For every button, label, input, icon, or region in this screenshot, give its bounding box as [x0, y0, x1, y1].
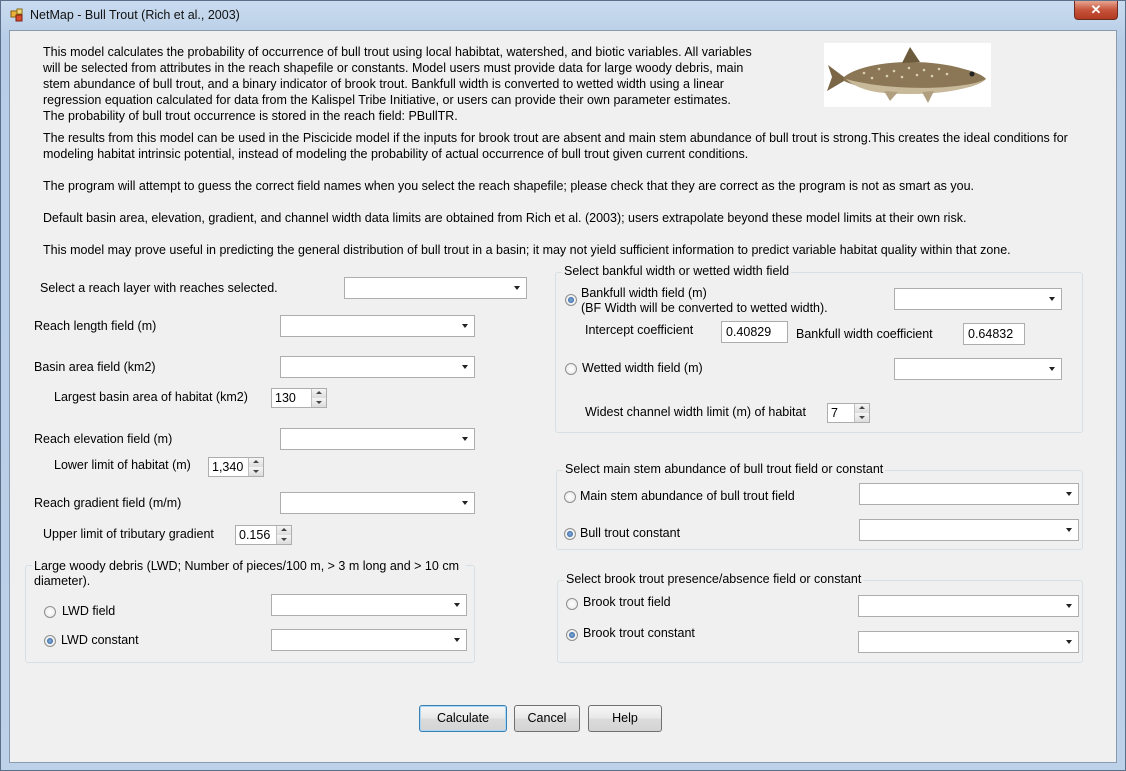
close-button[interactable]: ✕	[1074, 1, 1118, 20]
description-paragraph-1: This model calculates the probability of occurrence of bull trout using local habibtat, watershed, and biotic variables. All variables will be selected from attributes in the reach shapefile or constants. Model users must provide data for large woody debris, main stem abundance of bull trout, and a binary indicator of brook trout. Bankfull width is converted to wetted width using a linear regression equation calculated for data from the Kalispel Tribe Initiative, or users can provide their own parameter estimates. The probability of bull trout occurrence is stored in the reach field: PBullTR.	[43, 45, 752, 123]
brook-trout-field-combo[interactable]	[858, 595, 1079, 617]
chevron-down-icon	[1066, 492, 1072, 496]
lower-limit-value: 1,340	[212, 460, 244, 474]
brook-trout-group-title: Select brook trout presence/absence field or constant	[566, 572, 862, 586]
brook-trout-constant-label: Brook trout constant	[583, 626, 695, 640]
width-group	[555, 264, 1083, 433]
intercept-label: Intercept coefficient	[585, 323, 694, 337]
mainstem-field-radio[interactable]	[564, 491, 576, 503]
elevation-label: Reach elevation field (m)	[34, 432, 173, 446]
bankfull-coefficient-input[interactable]: 0.64832	[963, 323, 1025, 345]
upper-limit-stepper[interactable]	[235, 525, 292, 545]
mainstem-field-label: Main stem abundance of bull trout field	[580, 489, 795, 503]
lower-limit-label: Lower limit of habitat (m)	[54, 458, 191, 472]
window-title: NetMap - Bull Trout (Rich et al., 2003)	[30, 8, 240, 22]
mainstem-group	[556, 462, 1083, 550]
description-paragraph-5: This model may prove useful in predicting the general distribution of bull trout in a basin; it may not yield sufficient information to predict variable habitat quality within that zone.	[43, 243, 1011, 257]
cancel-button[interactable]: Cancel	[514, 705, 580, 732]
bull-trout-constant-label: Bull trout constant	[580, 526, 681, 540]
bankfull-coefficient-label: Bankfull width coefficient	[796, 327, 933, 341]
reach-layer-combo[interactable]	[344, 277, 527, 299]
width-group-title: Select bankful width or wetted width field	[564, 264, 790, 278]
basin-area-combo[interactable]	[280, 356, 475, 378]
chevron-down-icon	[1049, 367, 1055, 371]
brook-trout-group	[557, 572, 1083, 663]
brook-trout-field-label: Brook trout field	[583, 595, 671, 609]
chevron-down-icon	[454, 603, 460, 607]
widest-channel-stepper[interactable]	[827, 403, 870, 423]
calculate-button[interactable]: Calculate	[419, 705, 507, 732]
lwd-field-label: LWD field	[62, 604, 116, 618]
title-bar[interactable]	[1, 1, 1125, 29]
largest-basin-label: Largest basin area of habitat (km2)	[54, 390, 248, 404]
chevron-down-icon	[1066, 528, 1072, 532]
reach-layer-label: Select a reach layer with reaches selected.	[40, 281, 278, 295]
bull-trout-constant-combo[interactable]	[859, 519, 1079, 541]
brook-trout-constant-combo[interactable]	[858, 631, 1079, 653]
intercept-input[interactable]: 0.40829	[721, 321, 788, 343]
chevron-down-icon	[462, 365, 468, 369]
dialog-client-area	[9, 30, 1117, 763]
wetted-width-radio[interactable]	[565, 363, 577, 375]
brook-trout-constant-radio[interactable]	[566, 629, 578, 641]
spin-down-icon[interactable]	[276, 535, 291, 544]
bankfull-note: (BF Width will be converted to wetted width).	[581, 301, 828, 315]
bankfull-width-label: Bankfull width field (m)	[581, 286, 707, 300]
lwd-constant-label: LWD constant	[61, 633, 139, 647]
bull-trout-image	[824, 43, 991, 107]
chevron-down-icon	[1049, 297, 1055, 301]
description-paragraph-4: Default basin area, elevation, gradient, and channel width data limits are obtained from Rich et al. (2003); users extrapolate beyond these model limits at their own risk.	[43, 211, 967, 225]
help-button[interactable]: Help	[588, 705, 662, 732]
chevron-down-icon	[1066, 604, 1072, 608]
basin-area-label: Basin area field (km2)	[34, 360, 156, 374]
gradient-combo[interactable]	[280, 492, 475, 514]
bankfull-width-radio[interactable]	[565, 294, 577, 306]
reach-length-label: Reach length field (m)	[34, 319, 157, 333]
lower-limit-stepper[interactable]	[208, 457, 264, 477]
spin-down-icon[interactable]	[311, 398, 326, 407]
upper-limit-value: 0.156	[239, 528, 271, 542]
chevron-down-icon	[462, 437, 468, 441]
lwd-field-combo[interactable]	[271, 594, 467, 616]
lwd-constant-radio[interactable]	[44, 635, 56, 647]
upper-limit-label: Upper limit of tributary gradient	[43, 527, 214, 541]
bull-trout-constant-radio[interactable]	[564, 528, 576, 540]
wetted-width-combo[interactable]	[894, 358, 1062, 380]
bankfull-width-combo[interactable]	[894, 288, 1062, 310]
lwd-field-radio[interactable]	[44, 606, 56, 618]
spin-down-icon[interactable]	[248, 467, 263, 476]
app-icon	[10, 8, 24, 22]
mainstem-field-combo[interactable]	[859, 483, 1079, 505]
chevron-down-icon	[454, 638, 460, 642]
reach-length-combo[interactable]	[280, 315, 475, 337]
description-paragraph-3: The program will attempt to guess the correct field names when you select the reach shapefile; please check that they are correct as the program is not as smart as you.	[43, 179, 975, 193]
wetted-width-label: Wetted width field (m)	[582, 361, 703, 375]
chevron-down-icon	[462, 501, 468, 505]
lwd-group-title: Large woody debris (LWD; Number of pieces/100 m, > 3 m long and > 10 cm diameter).	[32, 559, 466, 589]
chevron-down-icon	[1066, 640, 1072, 644]
largest-basin-value: 130	[275, 391, 296, 405]
widest-channel-value: 7	[831, 406, 838, 420]
chevron-down-icon	[514, 286, 520, 290]
largest-basin-stepper[interactable]	[271, 388, 327, 408]
mainstem-group-title: Select main stem abundance of bull trout field or constant	[565, 462, 884, 476]
lwd-group	[25, 559, 475, 663]
gradient-label: Reach gradient field (m/m)	[34, 496, 182, 510]
description-paragraph-2: The results from this model can be used in the Piscicide model if the inputs for brook trout are absent and main stem abundance of bull trout is strong.This creates the ideal conditions for modeling habitat intrinsic potential, instead of modeling the probability of actual occurrence of bull trout given current conditions.	[43, 131, 1068, 161]
lwd-constant-combo[interactable]	[271, 629, 467, 651]
chevron-down-icon	[462, 324, 468, 328]
brook-trout-field-radio[interactable]	[566, 598, 578, 610]
widest-channel-label: Widest channel width limit (m) of habitat	[585, 405, 806, 419]
elevation-combo[interactable]	[280, 428, 475, 450]
spin-down-icon[interactable]	[854, 413, 869, 422]
